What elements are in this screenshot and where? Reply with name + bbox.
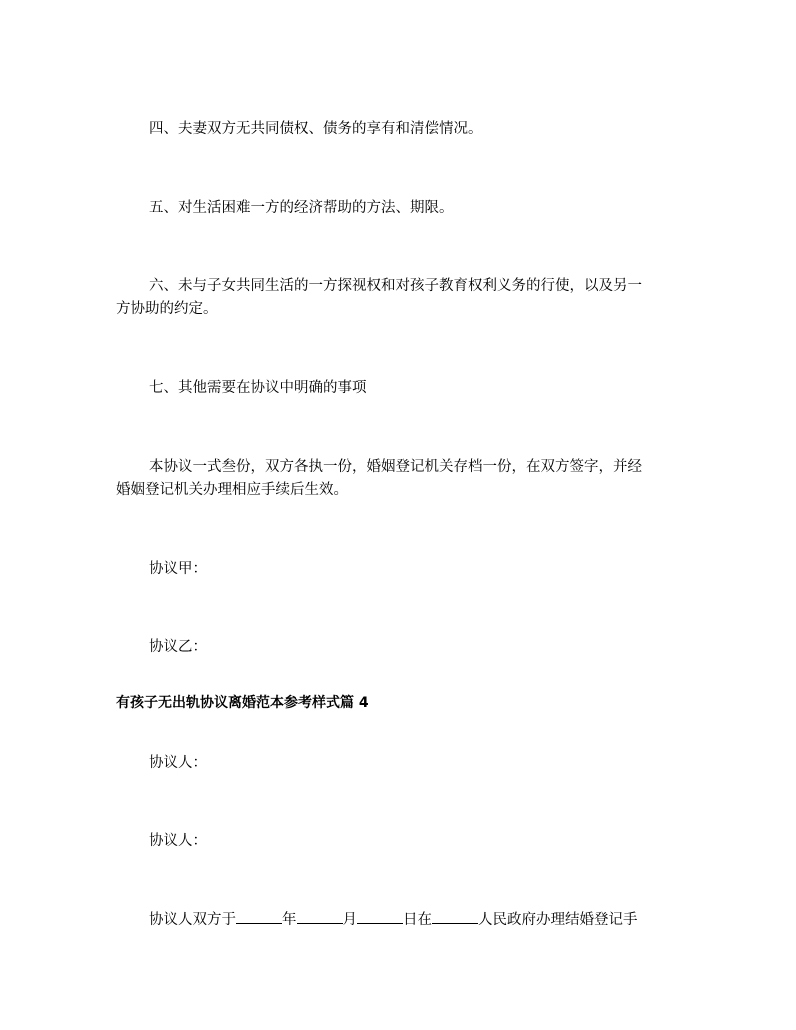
party-2-label: 协议人： xyxy=(149,833,207,849)
registration-line xyxy=(149,909,638,931)
registration-text-3: 月 xyxy=(342,912,357,928)
paragraph-item-6-line1: 六、未与子女共同生活的一方探视权和对孩子教育权利义务的行使，以及另一 xyxy=(149,278,642,294)
paragraph-item-5: 五、对生活困难一方的经济帮助的方法、期限。 xyxy=(149,200,454,216)
section-title: 有孩子无出轨协议离婚范本参考样式篇 4 xyxy=(116,695,369,711)
registration-text-5: 人民政府办理结婚登记手 xyxy=(478,912,638,928)
party-a-label: 协议甲： xyxy=(149,561,207,577)
paragraph-item-4: 四、夫妻双方无共同债权、债务的享有和清偿情况。 xyxy=(149,121,483,137)
day-blank xyxy=(357,909,403,924)
registration-text-2: 年 xyxy=(282,912,297,928)
paragraph-validity-line1: 本协议一式叁份，双方各执一份，婚姻登记机关存档一份，在双方签字，并经 xyxy=(149,459,642,475)
registration-text-1: 协议人双方于 xyxy=(149,912,236,928)
paragraph-item-6-line2: 方协助的约定。 xyxy=(116,301,218,317)
place-blank xyxy=(432,909,478,924)
paragraph-item-7: 七、其他需要在协议中明确的事项 xyxy=(149,380,367,396)
party-b-label: 协议乙： xyxy=(149,639,207,655)
year-blank xyxy=(236,909,282,924)
month-blank xyxy=(297,909,343,924)
paragraph-validity-line2: 婚姻登记机关办理相应手续后生效。 xyxy=(116,482,348,498)
party-1-label: 协议人： xyxy=(149,755,207,771)
registration-text-4: 日在 xyxy=(403,912,432,928)
